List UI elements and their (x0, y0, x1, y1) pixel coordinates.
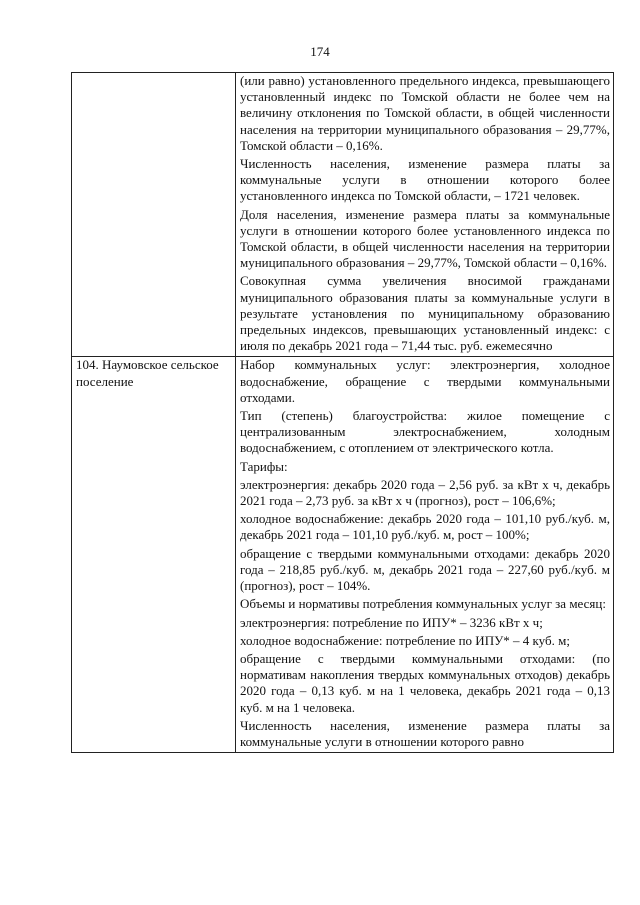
paragraph: Доля населения, изменение размера платы за коммунальные услуги в отношении которого более установленного индекса по Томской области, в общей численности населения на территории муниципального образования – 29,77%, Томской области – 0,16%. (240, 206, 610, 271)
table-row (72, 357, 614, 753)
paragraph: (или равно) установленного предельного индекса, превышающего установленный индекс по Томской области не более чем на величину отклонения по Томской области, в общей численности населения на территории муниципального образования – 29,77%, Томской области – 0,16%. (240, 73, 610, 153)
paragraph: обращение с твердыми коммунальными отходами: декабрь 2020 года – 218,85 руб./куб. м, декабрь 2021 года – 227,60 руб./куб. м (прогноз), рост – 104%. (240, 545, 610, 594)
municipality-cell (72, 73, 236, 357)
paragraph: Набор коммунальных услуг: электроэнергия, холодное водоснабжение, обращение с твердыми коммунальными отходами. (240, 357, 610, 405)
paragraph: Тарифы: (240, 458, 288, 474)
municipality-cell (72, 357, 236, 753)
paragraph: обращение с твердыми коммунальными отходами: (по нормативам накопления твердых коммунальных отходов) декабрь 2020 года – 0,13 куб. м на 1 человека, декабрь 2021 года – 0,13 куб. м на 1 человека. (240, 650, 610, 715)
paragraph: Тип (степень) благоустройства: жилое помещение с централизованным электроснабжением, холодным водоснабжением, с отоплением от электрического котла. (240, 408, 610, 456)
paragraph: электроэнергия: декабрь 2020 года – 2,56 руб. за кВт х ч, декабрь 2021 года – 2,73 руб. за кВт х ч (прогноз), рост – 106,6%; (240, 476, 610, 509)
paragraph: холодное водоснабжение: декабрь 2020 года – 101,10 руб./куб. м, декабрь 2021 года – 101,10 руб./куб. м, рост – 100%; (240, 511, 610, 543)
description-cell (236, 73, 614, 357)
table-row (72, 73, 614, 357)
page-number: 174 (310, 44, 330, 59)
document-table (71, 72, 614, 753)
description-cell (236, 357, 614, 753)
paragraph: Совокупная сумма увеличения вносимой гражданами муниципального образования платы за коммунальные услуги в результате установления по муниципальному образованию предельных индексов, превышающих установленный индекс: с июля по декабрь 2021 года – 71,44 тыс. руб. ежемесячно (240, 273, 610, 354)
paragraph: Объемы и нормативы потребления коммунальных услуг за месяц: (240, 596, 606, 612)
paragraph: Численность населения, изменение размера платы за коммунальные услуги в отношении которого более установленного индекса по Томской области, – 1721 человек. (240, 156, 610, 204)
paragraph: Численность населения, изменение размера платы за коммунальные услуги в отношении которого равно (240, 717, 610, 749)
paragraph: электроэнергия: потребление по ИПУ* – 3236 кВт х ч; (240, 614, 543, 630)
municipality-name: 104. Наумовское сельское поселение (76, 357, 219, 389)
paragraph: холодное водоснабжение: потребление по ИПУ* – 4 куб. м; (240, 632, 570, 648)
